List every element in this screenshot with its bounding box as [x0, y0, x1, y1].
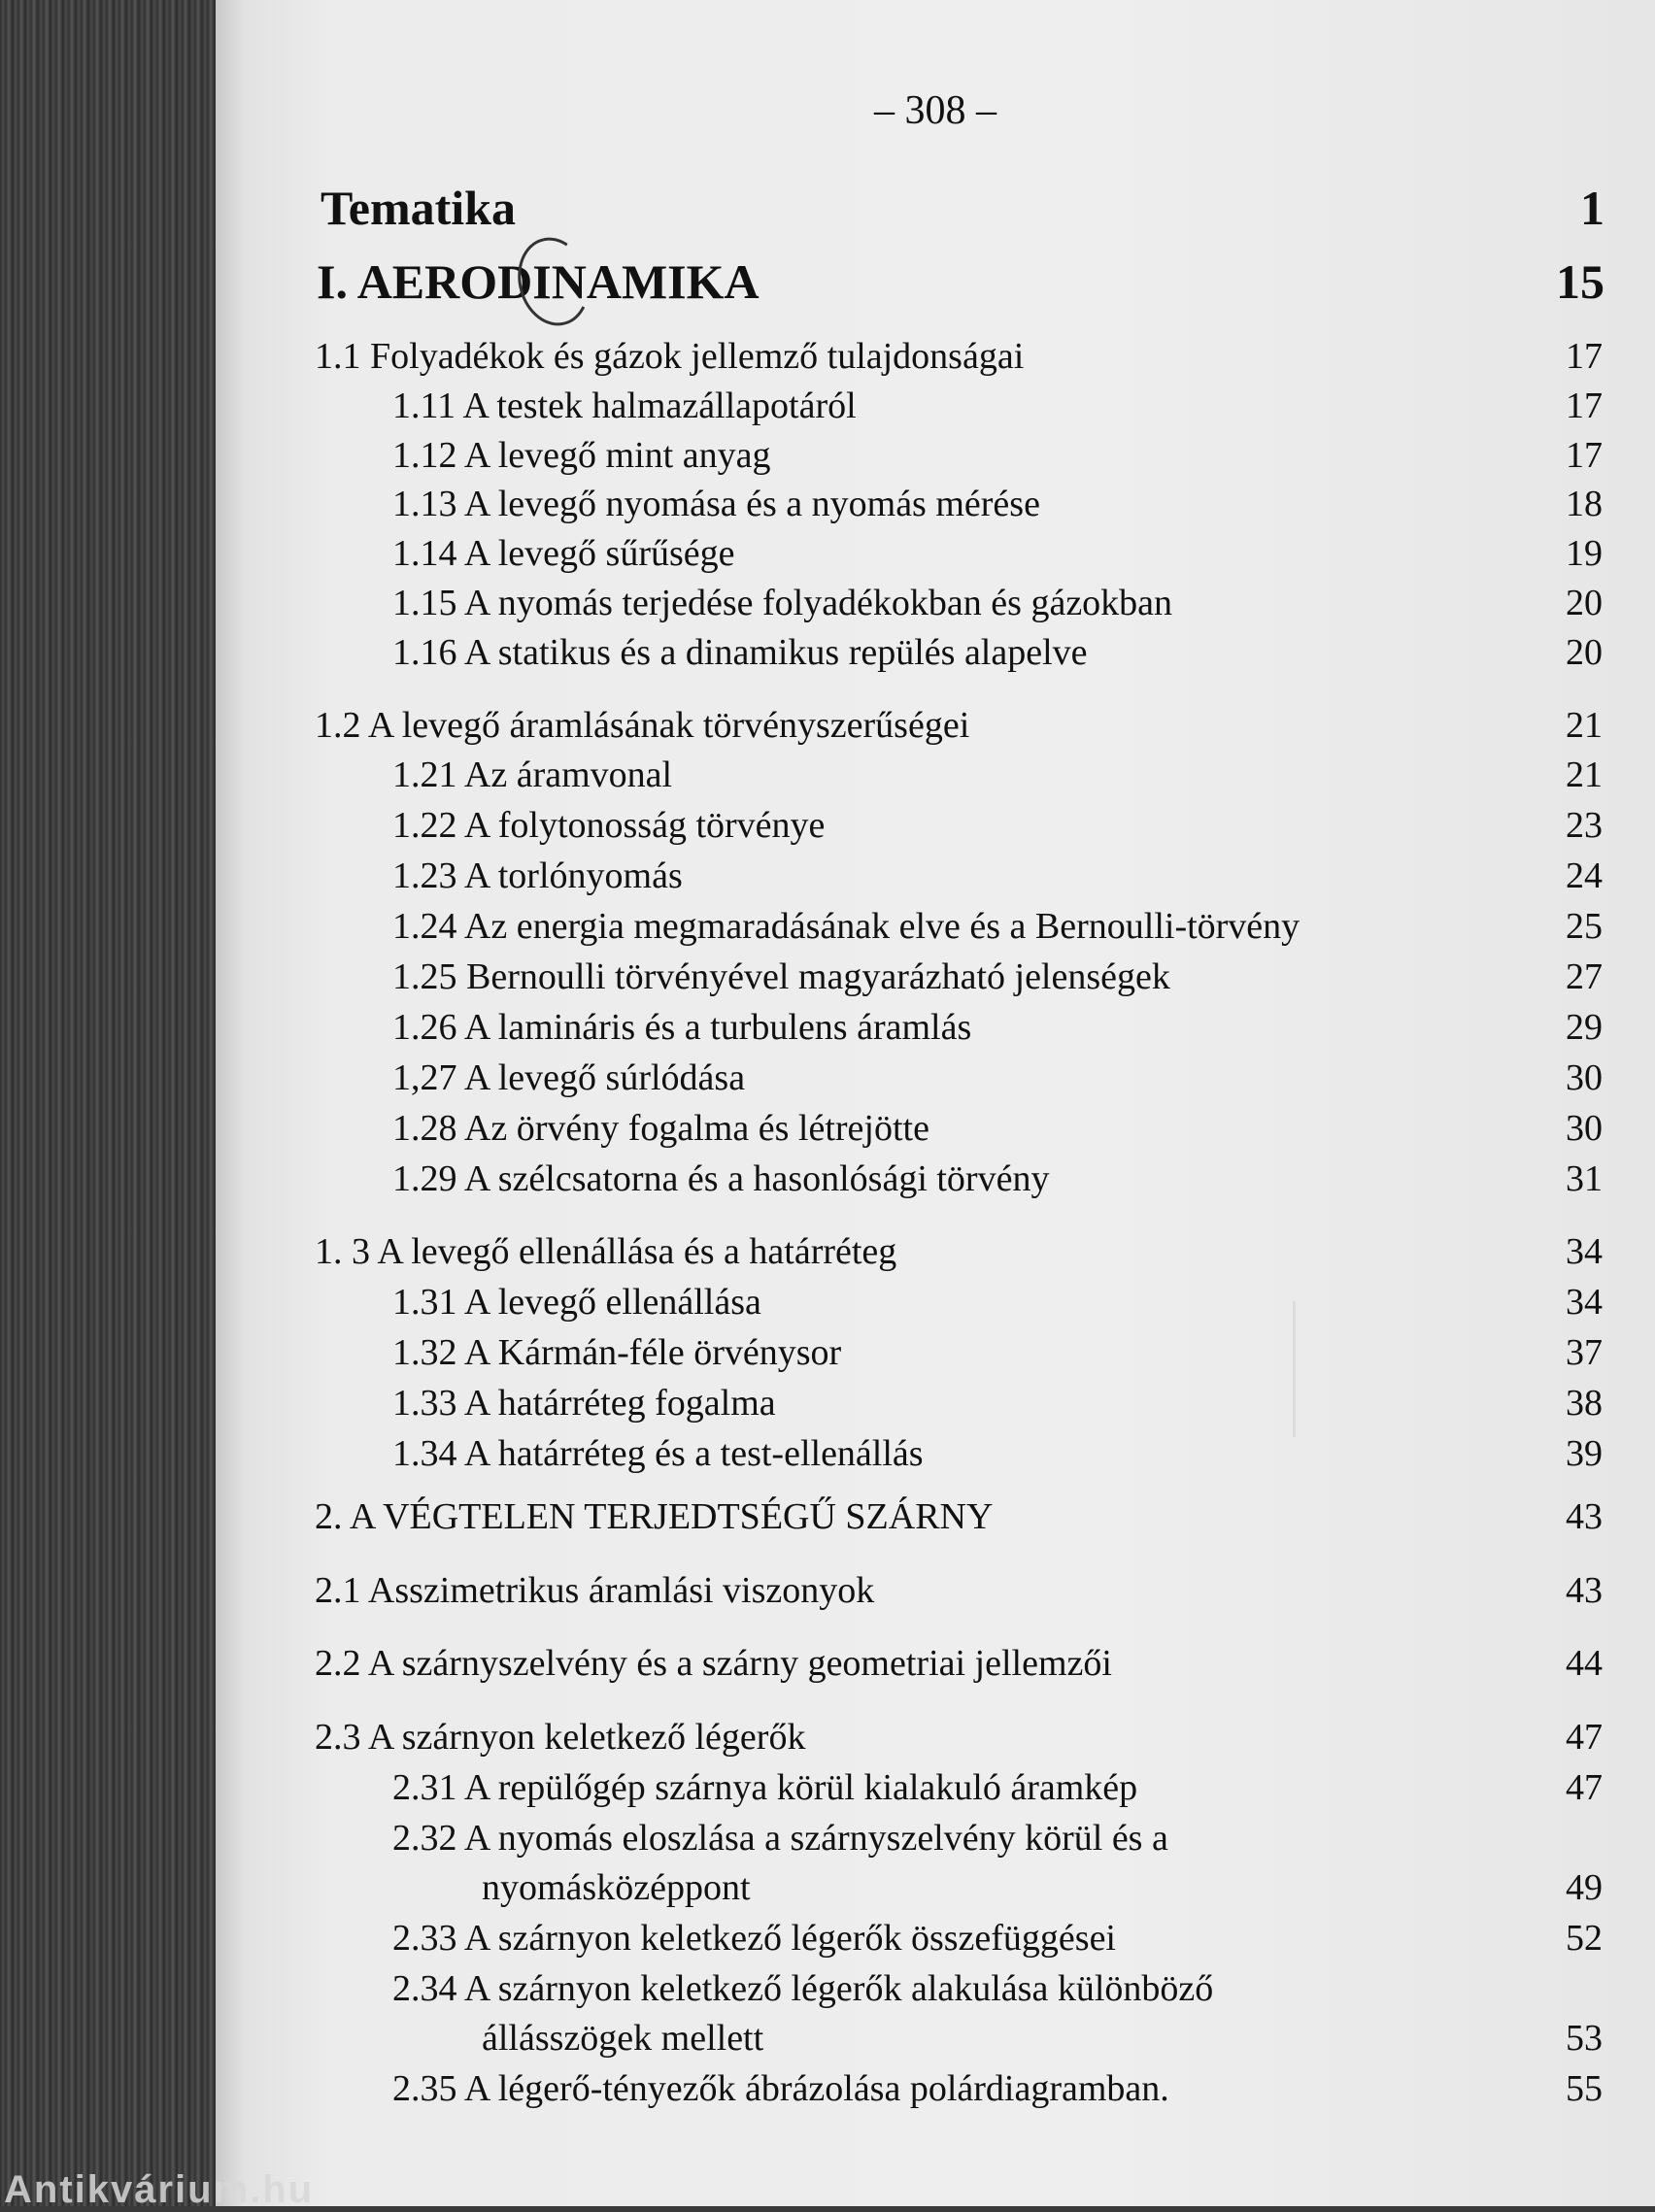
toc-page: 37: [1566, 1332, 1603, 1373]
toc-page: 17: [1566, 435, 1603, 476]
toc-label: nyomásközéppont: [482, 1867, 751, 1908]
toc-page: 15: [1556, 254, 1604, 309]
toc-entry-continuation: [216, 1863, 1655, 1912]
toc-label: 1.1 Folyadékok és gázok jellemző tulajdonságai: [315, 336, 1025, 377]
toc-page: 1: [1580, 181, 1604, 235]
toc-label: 1,27 A levegő súrlódása: [392, 1057, 746, 1098]
toc-label: 2.35 A légerő-tényezők ábrázolása polárdiagramban.: [392, 2068, 1169, 2109]
toc-label: 1.23 A torlónyomás: [392, 855, 683, 896]
toc-entry: [216, 529, 1655, 578]
toc-label: 1.2 A levegő áramlásának törvényszerűségei: [315, 705, 970, 746]
toc-entry-chapter: [216, 1492, 1655, 1541]
toc-page: 19: [1566, 533, 1603, 574]
toc-page: 18: [1566, 484, 1603, 524]
toc-label: 1.28 Az örvény fogalma és létrejötte: [392, 1108, 929, 1149]
toc-label: Tematika: [321, 181, 516, 235]
toc-label: 1.29 A szélcsatorna és a hasonlósági törvény: [392, 1158, 1050, 1199]
toc-label: 2.1 Asszimetrikus áramlási viszonyok: [315, 1570, 875, 1611]
toc-page: 17: [1566, 336, 1603, 377]
toc-entry: [216, 701, 1655, 750]
toc-page: 21: [1566, 705, 1603, 746]
toc-page: 43: [1566, 1496, 1603, 1537]
toc-page: 17: [1566, 385, 1603, 426]
watermark: Antikvárium.hu: [4, 2168, 315, 2211]
toc-label: 2.32 A nyomás eloszlása a szárnyszelvény körül és a: [392, 1818, 1168, 1859]
pen-circle-mark: [508, 229, 598, 334]
toc-entry-title: [216, 177, 1655, 239]
toc-page: 30: [1566, 1057, 1603, 1098]
toc-label: 1.14 A levegő sűrűsége: [392, 533, 735, 574]
toc-entry: [216, 1155, 1655, 1203]
toc-label: 2.33 A szárnyon keletkező légerők összefüggései: [392, 1918, 1116, 1959]
toc-page: 53: [1566, 2018, 1603, 2059]
toc-entry: [216, 801, 1655, 850]
toc-entry-continuation: [216, 2014, 1655, 2062]
toc-label: 1.11 A testek halmazállapotáról: [392, 385, 857, 426]
toc-label: 2. A VÉGTELEN TERJEDTSÉGŰ SZÁRNY: [315, 1496, 994, 1537]
toc-label: 1.12 A levegő mint anyag: [392, 435, 771, 476]
toc-entry: [216, 1713, 1655, 1761]
toc-label: 1. 3 A levegő ellenállása és a határréteg: [315, 1231, 897, 1272]
toc-label: 1.31 A levegő ellenállása: [392, 1282, 761, 1323]
toc-entry: [216, 1914, 1655, 1962]
toc-page: 34: [1566, 1282, 1603, 1323]
toc-label: 1.34 A határréteg és a test-ellenállás: [392, 1433, 924, 1474]
toc-page: 38: [1566, 1383, 1603, 1424]
toc-label: 1.32 A Kármán-féle örvénysor: [392, 1332, 842, 1373]
toc-entry: [216, 1003, 1655, 1052]
toc-label: 1.22 A folytonosság törvénye: [392, 805, 826, 846]
toc-entry: [216, 480, 1655, 528]
toc-entry: [216, 332, 1655, 381]
toc-page: 23: [1566, 805, 1603, 846]
toc-label: 2.3 A szárnyon keletkező légerők: [315, 1717, 806, 1758]
toc-page: 39: [1566, 1433, 1603, 1474]
toc-entry: [216, 1964, 1655, 2013]
toc-page: 34: [1566, 1231, 1603, 1272]
toc-page: 20: [1566, 632, 1603, 673]
book-page: [216, 0, 1655, 2206]
toc-label: 2.31 A repülőgép szárnya körül kialakuló áramkép: [392, 1767, 1138, 1808]
show-through-shadow: [1293, 1301, 1616, 1437]
toc-page: 27: [1566, 956, 1603, 997]
page-number: – 308 –: [874, 88, 996, 133]
toc-entry: [216, 902, 1655, 951]
toc-page: 49: [1566, 1867, 1603, 1908]
toc-label: 2.34 A szárnyon keletkező légerők alakulása különböző: [392, 1968, 1214, 2009]
toc-entry: [216, 1227, 1655, 1276]
toc-entry: [216, 1566, 1655, 1615]
toc-page: 52: [1566, 1918, 1603, 1959]
toc-entry: [216, 579, 1655, 627]
toc-page: 21: [1566, 754, 1603, 795]
toc-label: 1.24 Az energia megmaradásának elve és a Bernoulli-törvény: [392, 906, 1300, 947]
toc-entry: [216, 751, 1655, 799]
toc-entry: [216, 1639, 1655, 1688]
toc-label: 1.26 A lamináris és a turbulens áramlás: [392, 1007, 972, 1048]
toc-label: 1.25 Bernoulli törvényével magyarázható jelenségek: [392, 956, 1170, 997]
toc-entry: [216, 1763, 1655, 1812]
toc-entry-part: [216, 251, 1655, 313]
toc-entry: [216, 1054, 1655, 1102]
toc-label: 2.2 A szárnyszelvény és a szárny geometriai jellemzői: [315, 1643, 1112, 1684]
book-edge: [0, 0, 221, 2206]
toc-page: 47: [1566, 1767, 1603, 1808]
toc-label: 1.33 A határréteg fogalma: [392, 1383, 776, 1424]
toc-label: 1.13 A levegő nyomása és a nyomás mérése: [392, 484, 1040, 524]
toc-page: 24: [1566, 855, 1603, 896]
toc-page: 43: [1566, 1570, 1603, 1611]
toc-label: I. AERODINAMIKA: [317, 254, 760, 309]
toc-label: 1.16 A statikus és a dinamikus repülés alapelve: [392, 632, 1088, 673]
toc-label: 1.21 Az áramvonal: [392, 754, 673, 795]
toc-label: állásszögek mellett: [482, 2018, 764, 2059]
toc-entry: [216, 2064, 1655, 2113]
toc-entry: [216, 382, 1655, 430]
toc-entry: [216, 953, 1655, 1001]
toc-entry: [216, 628, 1655, 677]
toc-entry: [216, 1814, 1655, 1862]
toc-page: 20: [1566, 583, 1603, 623]
toc-page: 25: [1566, 906, 1603, 947]
toc-page: 55: [1566, 2068, 1603, 2109]
toc-label: 1.15 A nyomás terjedése folyadékokban és gázokban: [392, 583, 1173, 623]
toc-page: 47: [1566, 1717, 1603, 1758]
toc-page: 30: [1566, 1108, 1603, 1149]
toc-entry: [216, 431, 1655, 480]
toc-page: 44: [1566, 1643, 1603, 1684]
toc-page: 29: [1566, 1007, 1603, 1048]
toc-entry: [216, 1104, 1655, 1153]
toc-page: 31: [1566, 1158, 1603, 1199]
toc-entry: [216, 852, 1655, 900]
